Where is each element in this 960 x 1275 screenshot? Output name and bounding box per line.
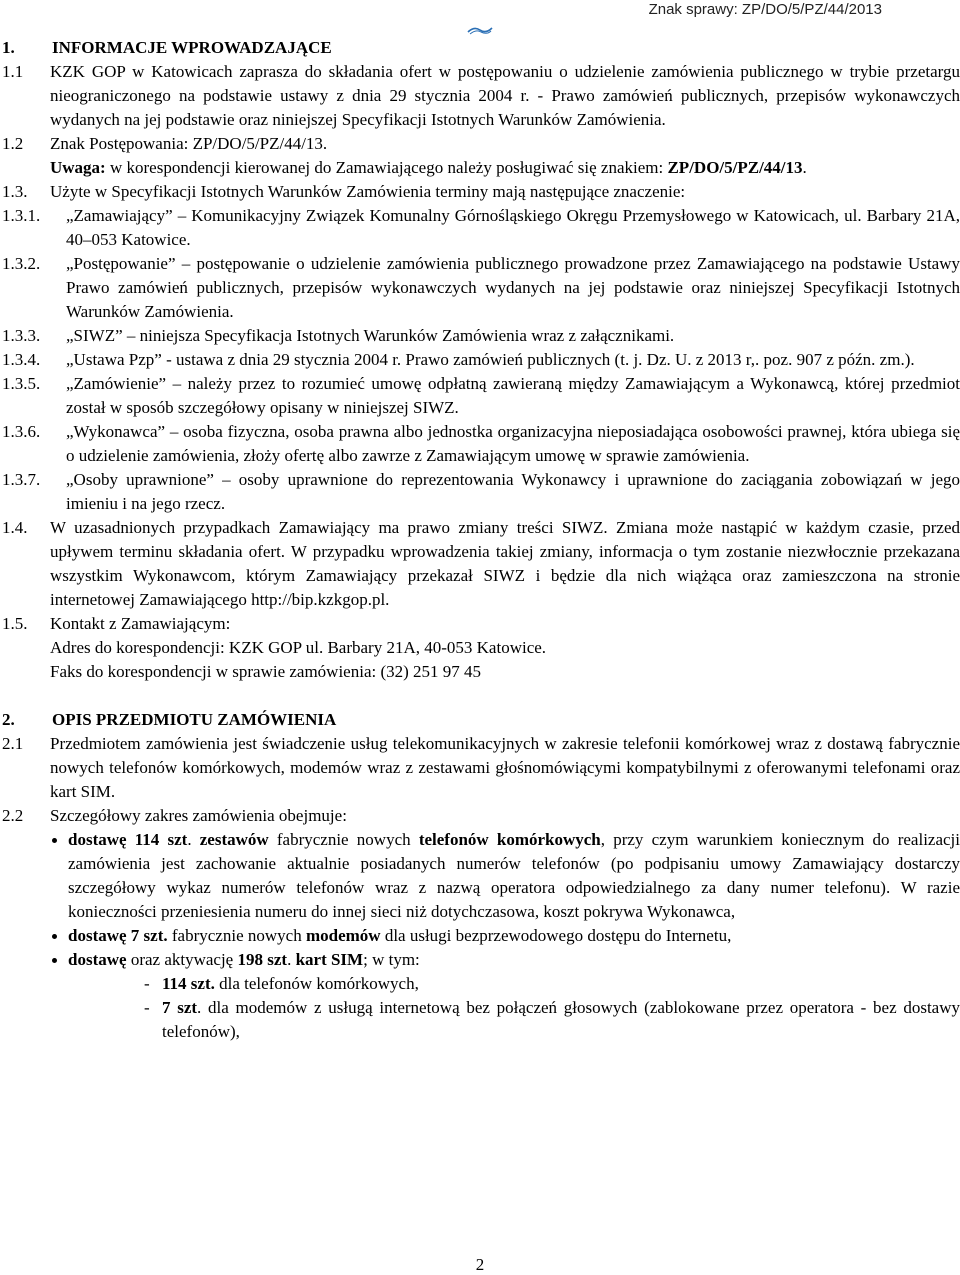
clause-1-3-7: 1.3.7. „Osoby uprawnione” – osoby uprawnione do reprezentowania Wykonawcy i uprawnione do zaciągania zobowiązań w jego imieniu i na jego rzecz.	[2, 470, 960, 513]
document-body	[2, 36, 960, 1044]
clause-1-3-1: 1.3.1. „Zamawiający” – Komunikacyjny Związek Komunalny Górnośląskiego Okręgu Przemysłowego w Katowicach, ul. Barbary 21A, 40–053 Katowice.	[2, 206, 960, 249]
clause-1-1: 1.1 KZK GOP w Katowicach zaprasza do składania ofert w postępowaniu o udzielenie zamówienia publicznego w trybie przetargu nieograniczonego na podstawie ustawy z dnia 29 stycznia 2004 r. - Prawo zamówień publicznych, przepisów wykonawczych wydanych na jej podstawie oraz niniejszej Specyfikacji Istotnych Warunków Zamówienia.	[2, 62, 960, 129]
clause-1-3-2: 1.3.2. „Postępowanie” – postępowanie o udzielenie zamówienia publicznego prowadzone przez Zamawiającego na podstawie Ustawy Prawo zamówień publicznych, przepisów wykonawczych wydanych na jej podstawie oraz niniejszej Specyfikacji Istotnych Warunków Zamówienia.	[2, 254, 960, 321]
clause-1-5: 1.5. Kontakt z Zamawiającym:	[2, 614, 231, 633]
section-1-heading: 1. INFORMACJE WPROWADZAJĄCE	[2, 38, 332, 57]
scope-item-sim: dostawę oraz aktywację 198 szt. kart SIM; w tym:	[50, 948, 960, 972]
sim-breakdown-list	[2, 972, 960, 1044]
scope-item-phones: dostawę 114 szt. zestawów fabrycznie nowych telefonów komórkowych, przy czym warunkiem koniecznym do realizacji zamówienia jest zachowanie aktualnie posiadanych numerów telefonów (po podpisaniu umowy Zamawiający dostarczy szczegółowy wykaz numerów telefonów wraz z nazwą operatora odpowiedzialnego za dany numer telefonu). W razie konieczności przeniesienia numeru do innej sieci niż dotychczasowa, koszt pokrywa Wykonawca,	[50, 828, 960, 924]
contact-address: Adres do korespondencji: KZK GOP ul. Barbary 21A, 40-053 Katowice.	[50, 638, 547, 657]
clause-1-3-6: 1.3.6. „Wykonawca” – osoba fizyczna, osoba prawna albo jednostka organizacyjna nieposiadająca osobowości prawnej, która ubiega się o udzielenie zamówienia, złoży ofertę albo zawrze z Zamawiającym umowę w sprawie zamówienia.	[2, 422, 960, 465]
clause-1-3-5: 1.3.5. „Zamówienie” – należy przez to rozumieć umowę odpłatną zawieraną między Zamawiającym a Wykonawcą, której przedmiot został w sposób szczegółowy opisany w niniejszej SIWZ.	[2, 374, 960, 417]
scope-list	[2, 828, 960, 972]
scope-item-modems: dostawę 7 szt. fabrycznie nowych modemów dla usługi bezprzewodowego dostępu do Internetu,	[50, 924, 960, 948]
kzk-gop-logo-icon	[466, 24, 494, 36]
clause-2-2: 2.2 Szczegółowy zakres zamówienia obejmuje:	[2, 806, 347, 825]
contact-fax: Faks do korespondencji w sprawie zamówienia: (32) 251 97 45	[50, 662, 482, 681]
clause-1-3: 1.3. Użyte w Specyfikacji Istotnych Warunków Zamówienia terminy mają następujące znaczenie:	[2, 182, 686, 201]
clause-1-4: 1.4. W uzasadnionych przypadkach Zamawiający ma prawo zmiany treści SIWZ. Zmiana może nastąpić w każdym czasie, przed upływem terminu składania ofert. W przypadku wprowadzenia takiej zmiany, informacja o tym zostanie niezwłocznie przekazana wszystkim Wykonawcom, którym Zamawiający przekazał SIWZ i będzie dla nich wiążąca oraz zamieszczona na stronie internetowej Zamawiającego http://bip.kzkgop.pl.	[2, 518, 960, 609]
section-2-heading: 2. OPIS PRZEDMIOTU ZAMÓWIENIA	[2, 710, 337, 729]
clause-1-3-3: 1.3.3. „SIWZ” – niniejsza Specyfikacja Istotnych Warunków Zamówienia wraz z załącznikami.	[2, 326, 675, 345]
clause-1-3-4: 1.3.4. „Ustawa Pzp” - ustawa z dnia 29 stycznia 2004 r. Prawo zamówień publicznych (t. j. Dz. U. z 2013 r,. poz. 907 z późn. zm.).	[2, 350, 915, 369]
sim-item-modems: - 7 szt. dla modemów z usługą internetową bez połączeń głosowych (zablokowane przez operatora - bez dostawy telefonów),	[144, 996, 960, 1044]
clause-1-2: 1.2 Znak Postępowania: ZP/DO/5/PZ/44/13.	[2, 134, 328, 153]
case-reference: Znak sprawy: ZP/DO/5/PZ/44/2013	[648, 1, 882, 18]
sim-item-phones: - 114 szt. dla telefonów komórkowych,	[144, 972, 960, 996]
notice-uwaga: Uwaga: w korespondencji kierowanej do Zamawiającego należy posługiwać się znakiem: ZP/DO/5/PZ/44/13.	[50, 158, 807, 177]
page-number: 2	[475, 1255, 485, 1274]
clause-2-1: 2.1 Przedmiotem zamówienia jest świadczenie usług telekomunikacyjnych w zakresie telefonii komórkowej wraz z dostawą fabrycznie nowych telefonów komórkowych, modemów wraz z zestawami głośnomówiącymi kompatybilnymi z oferowanymi telefonami oraz kart SIM.	[2, 734, 960, 801]
